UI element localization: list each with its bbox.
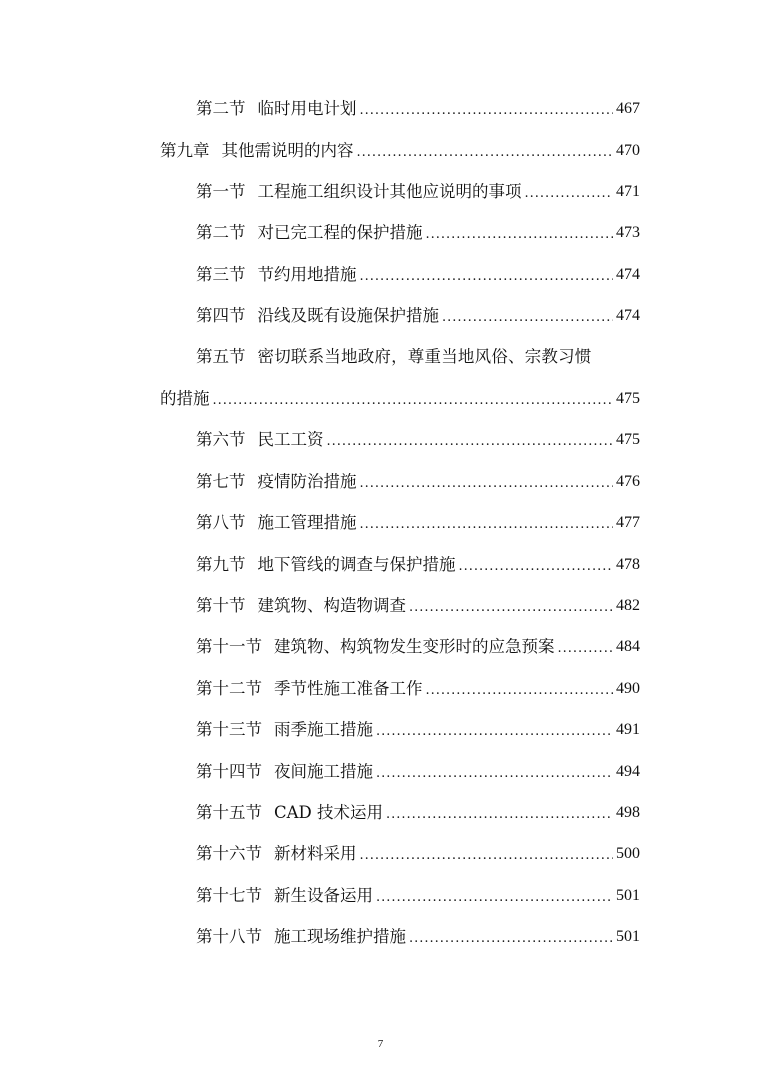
toc-entry[interactable]: [196, 305, 640, 327]
toc-page: 475: [616, 390, 640, 407]
toc-page: 473: [616, 224, 640, 241]
toc-title: CAD 技术运用: [274, 803, 384, 822]
toc-title: 夜间施工措施: [274, 762, 373, 781]
toc-entry[interactable]: [196, 264, 640, 286]
toc-number: 第十六节: [196, 844, 262, 863]
page-number-footer: 7: [377, 1038, 384, 1050]
dot-leader: [376, 723, 613, 741]
toc-page: 474: [616, 307, 640, 324]
toc-title: 民工工资: [257, 430, 324, 449]
toc-page: 494: [616, 763, 640, 780]
dot-leader: [426, 226, 614, 244]
dot-leader: [327, 433, 614, 451]
toc-entry[interactable]: [196, 554, 640, 576]
toc-title: 建筑物、构造物调查: [257, 596, 406, 615]
toc-title: 对已完工程的保护措施: [257, 223, 423, 242]
toc-entry-continuation[interactable]: [160, 388, 640, 410]
toc-number: 第十节: [196, 596, 246, 615]
toc-entry[interactable]: [196, 512, 640, 534]
toc-number: 第十七节: [196, 886, 262, 905]
dot-leader: [525, 185, 614, 203]
toc-page: 477: [616, 514, 640, 531]
toc-entry[interactable]: [196, 636, 640, 658]
toc-page: 501: [616, 887, 640, 904]
dot-leader: [409, 930, 613, 948]
toc-entry[interactable]: [196, 802, 640, 824]
toc-number: 第十二节: [196, 679, 262, 698]
toc-entry[interactable]: [196, 926, 640, 948]
toc-number: 第十三节: [196, 720, 262, 739]
toc-entry[interactable]: [196, 843, 640, 865]
toc-number: 第六节: [196, 430, 246, 449]
dot-leader: [360, 102, 614, 120]
toc-title-continuation: 的措施: [160, 389, 210, 408]
toc-page: 501: [616, 928, 640, 945]
toc-page: 484: [616, 638, 640, 655]
toc-title: 地下管线的调查与保护措施: [257, 555, 456, 574]
toc-title: 其他需说明的内容: [221, 141, 354, 160]
toc-entry[interactable]: [196, 678, 640, 700]
dot-leader: [213, 392, 614, 410]
toc-number: 第一节: [196, 182, 246, 201]
toc-entry[interactable]: [196, 719, 640, 741]
toc-title: 临时用电计划: [257, 99, 357, 118]
toc-number: 第三节: [196, 265, 246, 284]
toc-page: 482: [616, 597, 640, 614]
dot-leader: [442, 309, 613, 327]
toc-number: 第十八节: [196, 927, 262, 946]
dot-leader: [459, 558, 614, 576]
dot-leader: [360, 475, 614, 493]
toc-page: 500: [616, 845, 640, 862]
dot-leader: [357, 144, 614, 162]
toc-page: 474: [616, 266, 640, 283]
toc-entry[interactable]: [196, 595, 640, 617]
toc-number: 第四节: [196, 306, 246, 325]
toc-entry[interactable]: [196, 761, 640, 783]
toc-title: 沿线及既有设施保护措施: [257, 306, 439, 325]
toc-title: 疫情防治措施: [257, 472, 357, 491]
dot-leader: [360, 847, 614, 865]
toc-entry[interactable]: [196, 429, 640, 451]
toc-number: 第八节: [196, 513, 246, 532]
toc-title: 施工现场维护措施: [274, 927, 406, 946]
dot-leader: [409, 599, 613, 617]
toc-entry[interactable]: [196, 98, 640, 120]
toc-number: 第七节: [196, 472, 246, 491]
toc-title: 施工管理措施: [257, 513, 357, 532]
dot-leader: [360, 268, 614, 286]
dot-leader: [360, 516, 614, 534]
toc-number: 第二节: [196, 223, 246, 242]
toc-title: 新材料采用: [274, 844, 357, 863]
toc-page: 475: [616, 431, 640, 448]
toc-page: 471: [616, 183, 640, 200]
toc-number: 第十五节: [196, 803, 262, 822]
toc-page: 467: [616, 100, 640, 117]
toc-entry[interactable]: [196, 181, 640, 203]
toc-entry[interactable]: [196, 222, 640, 244]
toc-title: 新生设备运用: [274, 886, 373, 905]
toc-number: 第二节: [196, 99, 246, 118]
toc-chapter-entry[interactable]: [160, 140, 640, 162]
toc-title: 密切联系当地政府，尊重当地风俗、宗教习惯: [257, 347, 592, 366]
dot-leader: [386, 806, 613, 824]
toc-number: 第九章: [160, 141, 210, 160]
toc-page: 470: [616, 142, 640, 159]
toc-title: 季节性施工准备工作: [274, 679, 423, 698]
toc-title: 雨季施工措施: [274, 720, 373, 739]
toc-title: 工程施工组织设计其他应说明的事项: [257, 182, 522, 201]
dot-leader: [426, 682, 614, 700]
toc-page: 498: [616, 804, 640, 821]
toc-number: 第五节: [196, 347, 246, 366]
toc-title: 建筑物、构筑物发生变形时的应急预案: [274, 637, 555, 656]
toc-entry[interactable]: [196, 471, 640, 493]
toc-title: 节约用地措施: [257, 265, 357, 284]
toc-number: 第九节: [196, 555, 246, 574]
toc-page: 478: [616, 556, 640, 573]
toc-number: 第十四节: [196, 762, 262, 781]
dot-leader: [558, 640, 614, 658]
dot-leader: [376, 765, 613, 783]
toc-number: 第十一节: [196, 637, 262, 656]
toc-entry[interactable]: [196, 885, 640, 907]
toc-page: 491: [616, 721, 640, 738]
toc-entry-wrapped[interactable]: [196, 346, 640, 368]
toc-page: 490: [616, 680, 640, 697]
toc-page: 476: [616, 473, 640, 490]
dot-leader: [376, 889, 613, 907]
